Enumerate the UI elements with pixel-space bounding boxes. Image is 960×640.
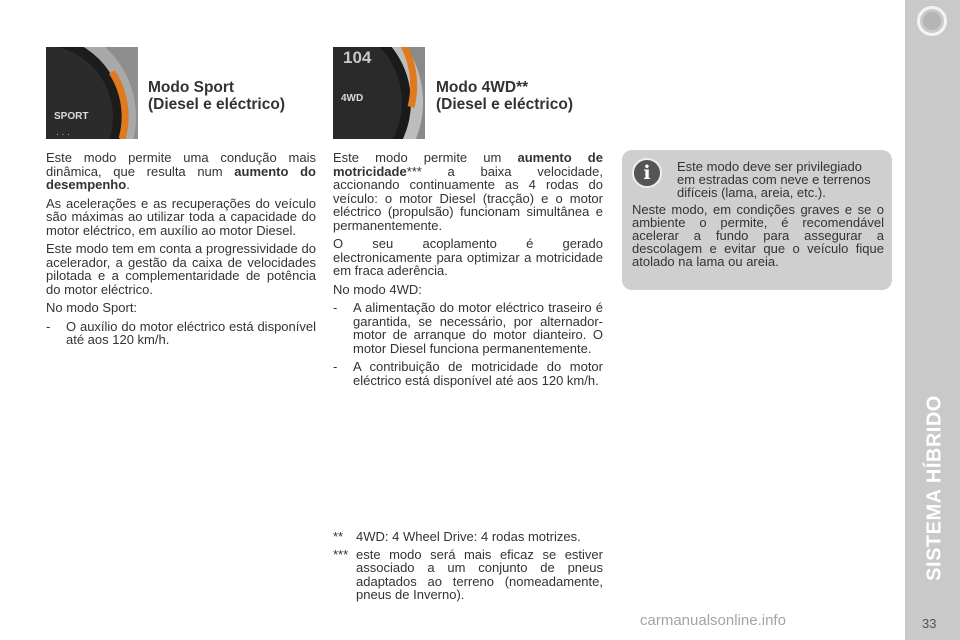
info-lead-text: Este modo deve ser privilegiado em estradas com neve e terrenos difíceis (lama, areia, etc.). bbox=[677, 159, 871, 200]
fourwd-paragraph-1: Este modo permite um aumento de motricidade*** a baixa velocidade, accionando continuamente as 4 rodas do veículo: o motor Diesel (tracção) e o motor eléctrico (propulsão) funcionam simultânea e permanentemente. bbox=[333, 150, 603, 233]
sport-heading bbox=[148, 79, 285, 113]
fourwd-heading-line1: Modo 4WD** bbox=[436, 79, 529, 96]
sport-mode-image bbox=[46, 47, 138, 139]
page-number: 33 bbox=[922, 616, 937, 631]
fourwd-dial-number: 104 bbox=[343, 48, 372, 67]
sport-heading-line1: Modo Sport bbox=[148, 79, 235, 96]
footnote: *** este modo será mais eficaz se estiver associado a um conjunto de pneus adaptados ao terreno (nomeadamente, pneus de Inverno). bbox=[333, 546, 603, 602]
sport-dial-illustration bbox=[46, 47, 138, 139]
sport-dial-label: SPORT bbox=[54, 111, 89, 122]
fourwd-mode-image bbox=[333, 47, 425, 139]
sport-paragraph-2: As acelerações e as recuperações do veículo são máximas ao utilizar toda a capacidade do motor eléctrico, em auxílio ao motor Diesel. bbox=[46, 195, 316, 238]
fourwd-list-item-2: - A contribuição de motricidade do motor eléctrico está disponível até aos 120 km/h. bbox=[333, 359, 603, 388]
svg-text:· · ·: · · · bbox=[56, 129, 70, 139]
sport-paragraph-1: Este modo permite uma condução mais dinâmica, que resulta num aumento do desempenho. bbox=[46, 150, 316, 192]
fourwd-heading-line2: (Diesel e eléctrico) bbox=[436, 96, 573, 113]
footnotes bbox=[333, 530, 603, 606]
fourwd-paragraph-2: O seu acoplamento é gerado electronicamente para optimizar a motricidade em fraca aderência. bbox=[333, 236, 603, 278]
sport-paragraph-3: Este modo tem em conta a progressividade do acelerador, a gestão da caixa de velocidades pilotada e a complementaridade de potência do motor eléctrico. bbox=[46, 241, 316, 297]
sport-heading-line2: (Diesel e eléctrico) bbox=[148, 96, 285, 113]
section-title-text: SISTEMA HÍBRIDO bbox=[923, 394, 946, 581]
sport-list-item: - O auxílio do motor eléctrico está disponível até aos 120 km/h. bbox=[46, 318, 316, 347]
sport-text-column bbox=[46, 151, 316, 352]
info-icon: i bbox=[632, 158, 662, 188]
sport-paragraph-4: No modo Sport: bbox=[46, 300, 138, 315]
fourwd-heading bbox=[436, 79, 573, 113]
sidebar-circle-icon bbox=[917, 6, 947, 36]
info-body-text: Neste modo, em condições graves e se o ambiente o permite, é recomendável acelerar a fundo para assegurar a descolagem e evitar que o veículo fique atolado na lama ou areia. bbox=[632, 202, 884, 269]
watermark-text: carmanualsonline.info bbox=[640, 612, 786, 629]
fourwd-paragraph-3: No modo 4WD: bbox=[333, 281, 422, 297]
fourwd-text-column bbox=[333, 151, 603, 392]
footnote: ** 4WD: 4 Wheel Drive: 4 rodas motrizes. bbox=[333, 529, 581, 544]
fourwd-list-item-1: - A alimentação do motor eléctrico traseiro é garantida, se necessário, por alternador-motor de arranque do motor dianteiro. O motor Diesel funciona permanentemente. bbox=[333, 300, 603, 356]
info-box bbox=[622, 150, 892, 290]
sport-emphasis: aumento do desempenho bbox=[46, 163, 316, 192]
fourwd-dial-label: 4WD bbox=[341, 93, 364, 104]
fourwd-emphasis: aumento de motricidade bbox=[333, 150, 603, 179]
fourwd-dial-illustration bbox=[333, 47, 425, 139]
section-title bbox=[912, 390, 958, 585]
